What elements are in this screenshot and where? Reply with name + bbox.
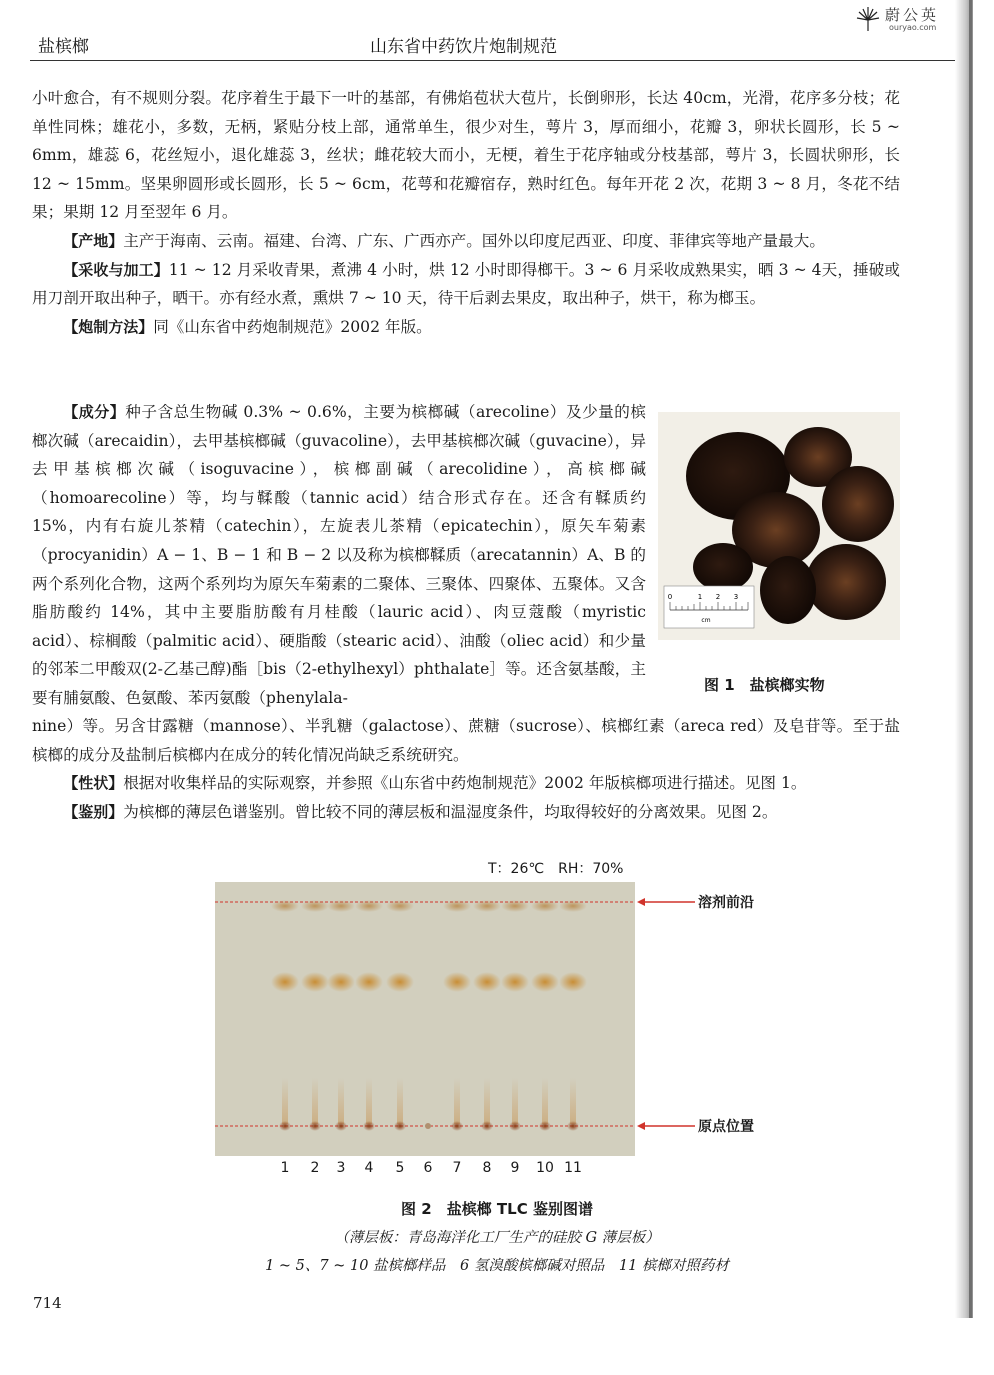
- heading-composition: 【成分】: [63, 403, 126, 421]
- paragraph-description: 小叶愈合，有不规则分裂。花序着生于最下一叶的基部，有佛焰苞状大苞片，长倒卵形，长达 40cm，光滑，花序多分枝；花单性同株；雄花小，多数，无柄，紧贴分枝上部，通常单生，很少对生，萼片 3，厚而细小，花瓣 3，卵状长圆形，长 5 ~ 6mm，雄蕊 6，花丝短小，退化雄蕊 3，丝状；雌花较大而小，无梗，着生于花序轴或分枝基部，萼片 3，长圆状卵形，长 12 ~ 15mm。坚果卵圆形或长圆形，长 5 ~ 6cm，花萼和花瓣宿存，熟时红色。每年开花 2 次，花期 3 ~ 8 月，冬花不结果；果期 12 月至翌年 6 月。: [32, 89, 900, 222]
- method-text: 同《山东省中药炮制规范》2002 年版。: [153, 317, 432, 336]
- tlc-spot-main: [355, 972, 383, 992]
- figure1-caption: 图 1 盐槟榔实物: [704, 676, 825, 694]
- lane-label: 1: [280, 1160, 290, 1176]
- figure2-caption: 图 2 盐槟榔 TLC 鉴别图谱: [401, 1200, 593, 1218]
- tlc-streak: [512, 1078, 518, 1124]
- heading-characteristics: 【性状】: [63, 774, 124, 793]
- lane-label: 11: [564, 1160, 582, 1176]
- tlc-spot-front: [355, 900, 383, 912]
- tlc-origin-spot: [539, 1121, 551, 1131]
- tlc-spot-main: [386, 972, 414, 992]
- running-header: [30, 30, 955, 61]
- scale-tick-0: 0: [667, 593, 673, 601]
- text-block-composition: [32, 398, 646, 713]
- tlc-spot-front: [271, 900, 299, 912]
- characteristics-text: 根据对收集样品的实际观察，并参照《山东省中药炮制规范》2002 年版槟榔项进行描述。见图 1。: [123, 774, 807, 793]
- tlc-streak: [542, 1078, 548, 1124]
- solvent-front-arrow-icon: [637, 898, 645, 906]
- tlc-origin-spot: [481, 1121, 493, 1131]
- tlc-origin-spot: [309, 1121, 321, 1131]
- lane-label: 10: [536, 1160, 554, 1176]
- scale-tick-3: 3: [733, 593, 739, 601]
- header-book-title: 山东省中药饮片炮制规范: [370, 37, 557, 57]
- header-section-title: 盐槟榔: [38, 37, 89, 57]
- tlc-spot-front: [301, 900, 329, 912]
- heading-method: 【炮制方法】: [63, 317, 154, 336]
- tlc-spot-front: [327, 900, 355, 912]
- figure2-tlc-plate: [215, 882, 635, 1156]
- paragraph-method: [32, 313, 900, 342]
- heading-identification: 【鉴别】: [63, 802, 124, 821]
- lane-label: 3: [336, 1160, 346, 1176]
- tlc-spot-main: [473, 972, 501, 992]
- scale-unit: cm: [701, 617, 711, 624]
- areca-slices-image: [658, 412, 900, 640]
- tlc-chromatogram: [215, 882, 635, 1156]
- scale-tick-1: 1: [697, 593, 703, 601]
- tlc-spot-main: [559, 972, 587, 992]
- tlc-streak: [338, 1078, 344, 1124]
- composition-text-a: 种子含总生物碱 0.3% ~ 0.6%，主要为槟榔碱（arecoline）及少量的槟榔次碱（arecaidin），去甲基槟榔碱（guvacoline），去甲基槟榔次碱（guvacine），异去甲基槟榔次碱（isoguvacine），槟榔副碱（arecolidine），高槟榔碱（homoarecoline）等，均与鞣酸（tannic acid）结合形式存在。还含有鞣质约 15%，内有右旋儿茶精（catechin），左旋表儿茶精（epicatechin），原矢车菊素（procyanidin）A − 1、B − 1 和 B − 2 以及称为槟榔鞣质（arecatannin）A、B 的两个系列化合物，这两个系列均为原矢车菊素的二聚体、三聚体、四聚体、五聚体。又含脂肪酸约 14%，其中主要脂肪酸有月桂酸（lauric acid）、肉豆蔻酸（myristic acid）、棕榈酸（palmitic acid）、硬脂酸（stearic acid）、油酸（oliec acid）和少量的邻苯二甲酸双(2-乙基己醇)酯［bis（2-ethylhexyl）phthalate］等。还含氨基酸，主要有脯氨酸、色氨酸、苯丙氨酸（phenylala-: [32, 403, 646, 707]
- tlc-origin-spot: [279, 1121, 291, 1131]
- dandelion-icon: [855, 6, 881, 32]
- tlc-streak: [570, 1078, 576, 1124]
- paragraph-characteristics: [32, 769, 900, 798]
- lane-number-row: [215, 1160, 635, 1182]
- scale-tick-2: 2: [715, 593, 721, 601]
- origin-position-label: 原点位置: [698, 1119, 754, 1135]
- origin-text: 主产于海南、云南。福建、台湾、广东、广西亦产。国外以印度尼西亚、印度、菲律宾等地产量最大。: [123, 231, 825, 250]
- logo-chinese-name: 蔚公英: [885, 6, 940, 24]
- tlc-origin-spot: [451, 1121, 463, 1131]
- tlc-spot-main: [531, 972, 559, 992]
- figure2-legend: 1 ~ 5、7 ~ 10 盐槟榔样品 6 氢溴酸槟榔碱对照品 11 槟榔对照药材: [265, 1258, 729, 1274]
- figure2-arrows: [635, 892, 699, 1142]
- solvent-front-label: 溶剂前沿: [698, 895, 754, 911]
- tlc-spot-front: [531, 900, 559, 912]
- figure2-conditions: T：26℃ RH：70%: [488, 861, 624, 877]
- tlc-spot-main: [327, 972, 355, 992]
- paragraph-harvest: [32, 256, 900, 313]
- tlc-spot-main: [501, 972, 529, 992]
- tlc-streak: [282, 1078, 288, 1124]
- paragraph-composition: [32, 398, 646, 713]
- tlc-streak: [484, 1078, 490, 1124]
- paragraph-origin: [32, 227, 900, 256]
- text-block-top: [32, 84, 900, 341]
- origin-arrow-icon: [637, 1122, 645, 1130]
- tlc-streak: [312, 1078, 318, 1124]
- tlc-spot-main: [301, 972, 329, 992]
- heading-origin: 【产地】: [63, 231, 124, 250]
- tlc-origin-spot: [567, 1121, 579, 1131]
- tlc-spot-front: [501, 900, 529, 912]
- lane-label: 2: [310, 1160, 320, 1176]
- tlc-origin-spot: [363, 1121, 375, 1131]
- page-edge-line: [969, 0, 972, 1318]
- tlc-origin-spot: [425, 1123, 431, 1129]
- lane-label: 5: [395, 1160, 405, 1176]
- publisher-logo: [855, 4, 955, 38]
- lane-label: 6: [423, 1160, 433, 1176]
- tlc-origin-spot: [509, 1121, 521, 1131]
- tlc-origin-spot: [335, 1121, 347, 1131]
- paragraph-identification: [32, 798, 900, 827]
- lane-label: 8: [482, 1160, 492, 1176]
- tlc-spot-main: [443, 972, 471, 992]
- identification-text: 为槟榔的薄层色谱鉴别。曾比较不同的薄层板和温湿度条件，均取得较好的分离效果。见图 2。: [123, 802, 778, 821]
- lane-label: 7: [452, 1160, 462, 1176]
- text-block-bottom: [32, 712, 900, 826]
- tlc-spot-front: [559, 900, 587, 912]
- lane-label: 4: [364, 1160, 374, 1176]
- composition-text-b: nine）等。另含甘露糖（mannose）、半乳糖（galactose）、蔗糖（sucrose）、槟榔红素（areca red）及皂苷等。至于盐槟榔的成分及盐制后槟榔内在成分的转化情况尚缺乏系统研究。: [32, 717, 900, 764]
- tlc-streak: [366, 1078, 372, 1124]
- tlc-streak: [454, 1078, 460, 1124]
- harvest-text: 11 ~ 12 月采收青果，煮沸 4 小时，烘 12 小时即得榔干。3 ~ 6 月采收成熟果实，晒 3 ~ 4天，捶破或用刀剖开取出种子，晒干。亦有经水煮，熏烘 7 ~ 10 天，待干后剥去果皮，取出种子，烘干，称为榔玉。: [32, 260, 900, 308]
- tlc-spot-front: [473, 900, 501, 912]
- tlc-origin-spot: [394, 1121, 406, 1131]
- tlc-streak: [397, 1078, 403, 1124]
- logo-domain: ouryao.com: [889, 23, 937, 32]
- figure1-photo: [658, 412, 900, 640]
- heading-harvest: 【采收与加工】: [63, 260, 169, 279]
- lane-label: 9: [510, 1160, 520, 1176]
- figure2-plate-note: （薄层板：青岛海洋化工厂生产的硅胶 G 薄层板）: [334, 1230, 660, 1246]
- tlc-spot-front: [443, 900, 471, 912]
- tlc-spot-front: [386, 900, 414, 912]
- page-number: 714: [33, 1294, 62, 1312]
- tlc-spot-main: [271, 972, 299, 992]
